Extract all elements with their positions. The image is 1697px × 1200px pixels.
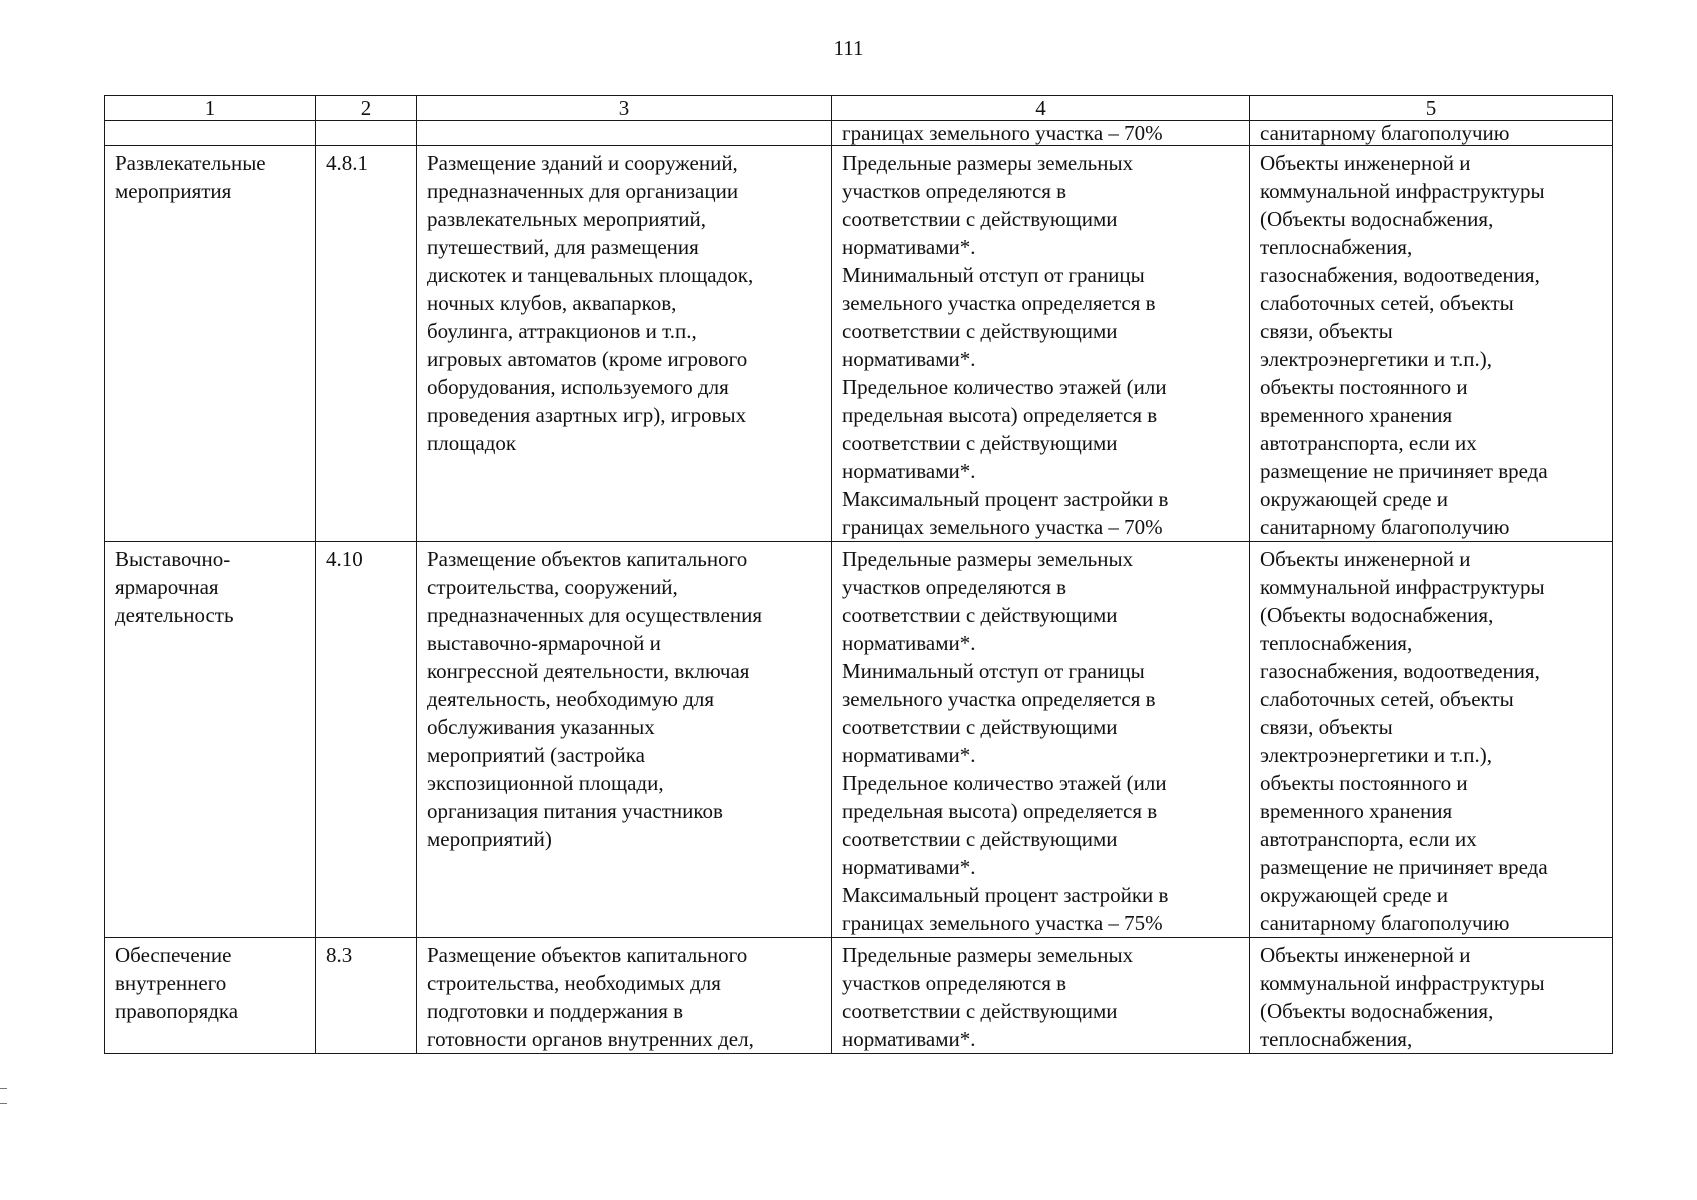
land-use-description: Размещение объектов капитального строительства, необходимых для подготовки и поддержания в готовности органов внутренних дел, (417, 938, 832, 1054)
land-use-code: 8.3 (316, 938, 417, 1054)
continuation-cell-4: границах земельного участка – 70% (832, 121, 1250, 146)
land-use-parameters: Предельные размеры земельных участков определяются в соответствии с действующими нормативами*. (832, 938, 1250, 1054)
land-use-auxiliary: Объекты инженерной и коммунальной инфраструктуры (Объекты водоснабжения, теплоснабжения, газоснабжения, водоотведения, слаботочных сетей, объекты связи, объекты электроэнергетики и т.п.), объекты постоянного и временного хранения автотранспорта, если их размещение не причиняет вреда окружающей среде и санитарному благополучию (1250, 146, 1613, 542)
header-col-4: 4 (832, 96, 1250, 121)
land-use-code: 4.8.1 (316, 146, 417, 542)
land-use-parameters: Предельные размеры земельных участков определяются в соответствии с действующими нормативами*. Минимальный отступ от границы земельного участка определяется в соответствии с действующими нормативами*. Предельное количество этажей (или предельная высота) определяется в соответствии с действующими нормативами*. Максимальный процент застройки в границах земельного участка – 75% (832, 542, 1250, 938)
land-use-name: Развлекательные мероприятия (105, 146, 316, 542)
continuation-cell-5: санитарному благополучию (1250, 121, 1613, 146)
land-use-name: Выставочно- ярмарочная деятельность (105, 542, 316, 938)
zoning-table (104, 95, 1613, 1054)
land-use-description: Размещение зданий и сооружений, предназначенных для организации развлекательных мероприятий, путешествий, для размещения дискотек и танцевальных площадок, ночных клубов, аквапарков, боулинга, аттракционов и т.п., игровых автоматов (кроме игрового оборудования, используемого для проведения азартных игр), игровых площадок (417, 146, 832, 542)
table-row (105, 542, 1613, 938)
header-col-3: 3 (417, 96, 832, 121)
continuation-cell-1 (105, 121, 316, 146)
land-use-description: Размещение объектов капитального строительства, сооружений, предназначенных для осуществления выставочно-ярмарочной и конгрессной деятельности, включая деятельность, необходимую для обслуживания указанных мероприятий (застройка экспозиционной площади, организация питания участников мероприятий) (417, 542, 832, 938)
land-use-name: Обеспечение внутреннего правопорядка (105, 938, 316, 1054)
header-col-2: 2 (316, 96, 417, 121)
header-col-1: 1 (105, 96, 316, 121)
table-row (105, 146, 1613, 542)
land-use-parameters: Предельные размеры земельных участков определяются в соответствии с действующими нормативами*. Минимальный отступ от границы земельного участка определяется в соответствии с действующими нормативами*. Предельное количество этажей (или предельная высота) определяется в соответствии с действующими нормативами*. Максимальный процент застройки в границах земельного участка – 70% (832, 146, 1250, 542)
land-use-auxiliary: Объекты инженерной и коммунальной инфраструктуры (Объекты водоснабжения, теплоснабжения, газоснабжения, водоотведения, слаботочных сетей, объекты связи, объекты электроэнергетики и т.п.), объекты постоянного и временного хранения автотранспорта, если их размещение не причиняет вреда окружающей среде и санитарному благополучию (1250, 542, 1613, 938)
table-header-row (105, 96, 1613, 121)
header-col-5: 5 (1250, 96, 1613, 121)
continuation-cell-2 (316, 121, 417, 146)
table-row (105, 938, 1613, 1054)
land-use-auxiliary: Объекты инженерной и коммунальной инфраструктуры (Объекты водоснабжения, теплоснабжения, (1250, 938, 1613, 1054)
continuation-row (105, 121, 1613, 146)
scan-edge-mark (0, 1088, 7, 1104)
continuation-cell-3 (417, 121, 832, 146)
land-use-code: 4.10 (316, 542, 417, 938)
page-number: 111 (833, 36, 864, 60)
